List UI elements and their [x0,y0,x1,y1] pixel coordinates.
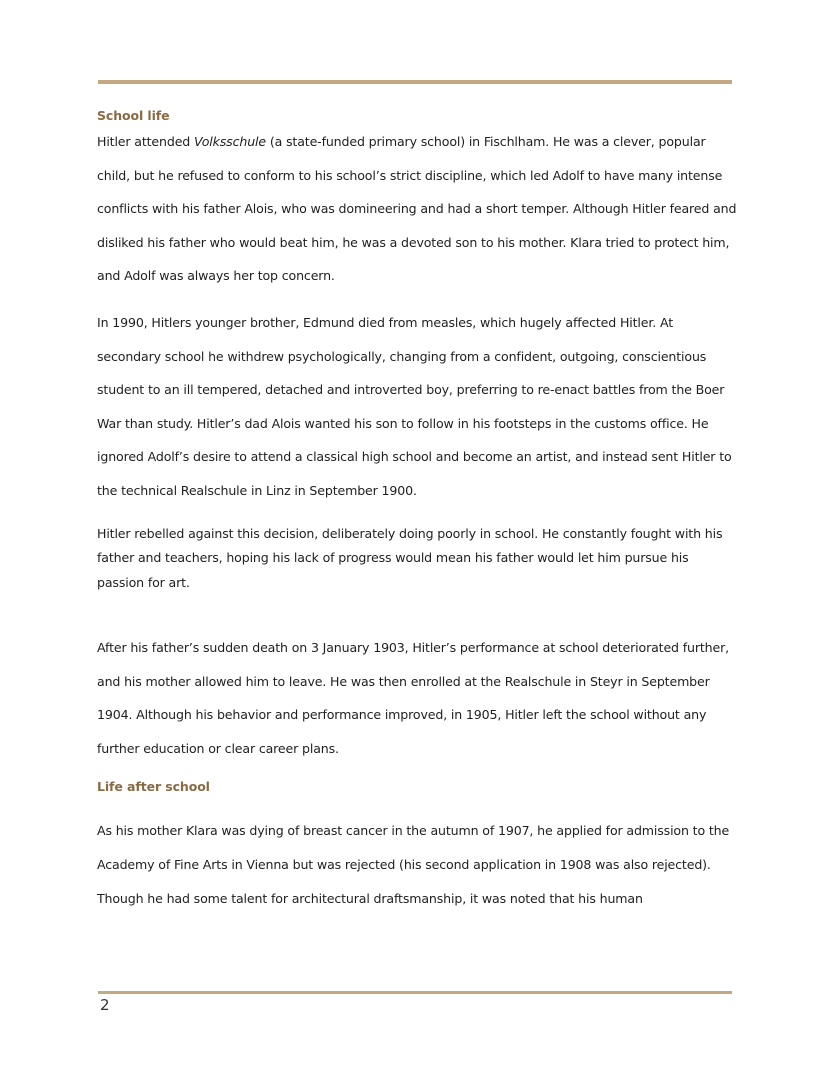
section-heading-life-after-school: Life after school [97,779,210,795]
paragraph-1-italic-term: Volksschule [194,134,266,149]
paragraph-3: Hitler rebelled against this decision, deliberately doing poorly in school. He constantly fought with his father and teachers, hoping his lack of progress would mean his father would let him pursue his passion for art. [97,525,723,590]
section-heading-school-life: School life [97,108,170,123]
paragraph-5: As his mother Klara was dying of breast cancer in the autumn of 1907, he applied for admission to the Academy of Fine Arts in Vienna but was rejected (his second application in 1908 was also rejected). Though he had some talent for architectural draftsmanship, it was noted that his human [97,823,730,906]
paragraph-4: After his father’s sudden death on 3 January 1903, Hitler’s performance at school deteriorated further, and his mother allowed him to leave. He was then enrolled at the Realschule in Steyr in September 1904. Although his behavior and performance improved, in 1905, Hitler left the school without any further education or clear career plans. [97,640,729,756]
page-number: 2 [100,996,110,1014]
paragraph-1-start: Hitler attended [97,134,194,149]
paragraph-1 [97,125,737,293]
top-divider [98,80,732,84]
document-body [97,108,737,915]
paragraph-1-rest: (a state-funded primary school) in Fischlham. He was a clever, popular child, but he refused to conform to his school’s strict discipline, which led Adolf to have many intense conflicts with his father Alois, who was domineering and had a short temper. Although Hitler feared and disliked his father who would beat him, he was a devoted son to his mother. Klara tried to protect him, and Adolf was always her top concern. [97,134,737,284]
paragraph-2: In 1990, Hitlers younger brother, Edmund died from measles, which hugely affected Hitler. At secondary school he withdrew psychologically, changing from a confident, outgoing, conscientious student to an ill tempered, detached and introverted boy, preferring to re-enact battles from the Boer War than study. Hitler’s dad Alois wanted his son to follow in his footsteps in the customs office. He ignored Adolf’s desire to attend a classical high school and become an artist, and instead sent Hitler to the technical Realschule in Linz in September 1900. [97,314,732,498]
bottom-divider [98,991,732,994]
